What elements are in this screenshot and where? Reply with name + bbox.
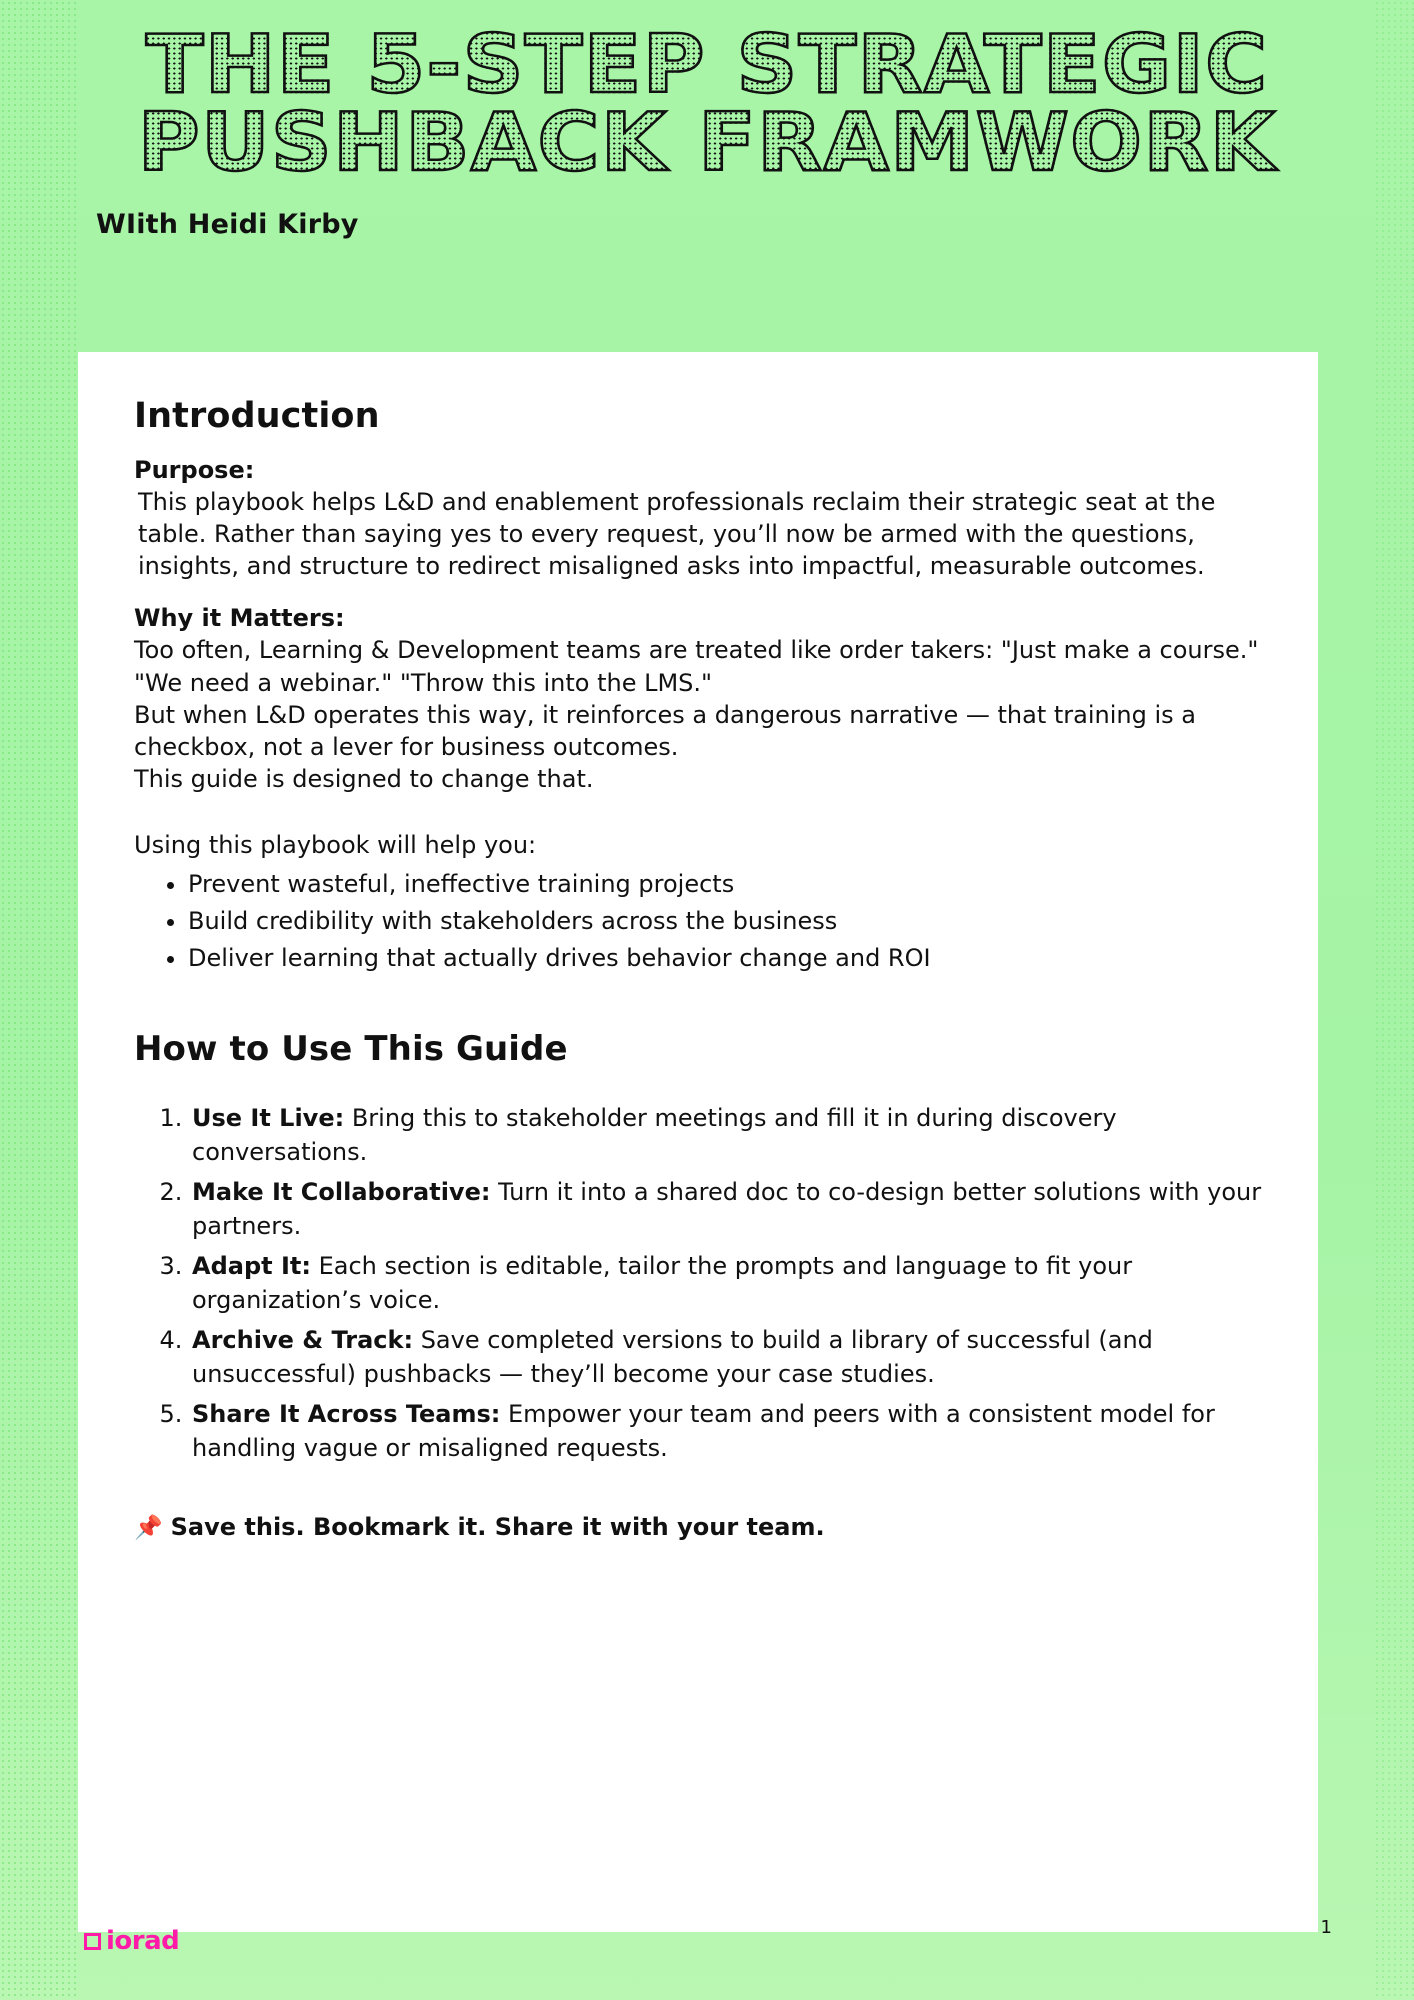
brand-logo (84, 1926, 179, 1956)
square-outline-icon (84, 1933, 101, 1950)
step-label: Use It Live: (192, 1103, 345, 1132)
page-title (2, 18, 1412, 190)
closing-callout (134, 1513, 1262, 1541)
byline: WIith Heidi Kirby (96, 208, 359, 240)
title-line-2: PUSHBACK FRAMWORK (137, 96, 1277, 190)
step-text: Save completed versions to build a library of successful (and unsuccessful) pushbacks — they’ll become your case studies. (192, 1325, 1153, 1389)
list-item: • Build credibility with stakeholders across the business (188, 904, 1262, 939)
list-item (190, 1101, 1262, 1169)
purpose-label: Purpose: (134, 456, 255, 484)
step-label: Adapt It: (192, 1251, 311, 1280)
step-text: Turn it into a shared doc to co-design better solutions with your partners. (192, 1177, 1262, 1240)
introduction-heading: Introduction (134, 396, 380, 436)
why-paragraph-1: Too often, Learning & Development teams are treated like order takers: "Just make a course." "We need a webinar." "Throw this into the LMS." (134, 636, 1259, 697)
step-text: Each section is editable, tailor the prompts and language to fit your organization’s voice. (192, 1251, 1133, 1314)
step-text: Bring this to stakeholder meetings and fill it in during discovery conversations. (192, 1103, 1117, 1166)
why-it-matters-label: Why it Matters: (134, 604, 345, 633)
brand-name: iorad (106, 1926, 180, 1956)
benefits-list (134, 867, 1262, 976)
step-label: Archive & Track: (192, 1325, 414, 1354)
closing-text: Save this. Bookmark it. Share it with your team. (170, 1513, 825, 1542)
how-to-use-heading: How to Use This Guide (134, 1028, 568, 1069)
page-number: 1 (1320, 1917, 1332, 1938)
list-item: • Prevent wasteful, ineffective training projects (188, 867, 1262, 902)
why-paragraph-2: But when L&D operates this way, it reinforces a dangerous narrative — that training is a checkbox, not a lever for business outcomes. (134, 700, 1196, 761)
step-label: Make It Collaborative: (192, 1177, 491, 1206)
list-item (190, 1323, 1262, 1391)
pushpin-icon: 📌 (134, 1514, 163, 1541)
list-item (190, 1175, 1262, 1243)
content-card (78, 352, 1318, 1932)
list-item (190, 1397, 1262, 1465)
list-item (190, 1249, 1262, 1317)
step-text: Empower your team and peers with a consistent model for handling vague or misaligned requests. (192, 1400, 1215, 1463)
left-dot-pattern (0, 0, 80, 2000)
using-playbook-intro: Using this playbook will help you: (134, 831, 537, 860)
document-header (0, 0, 1414, 240)
why-paragraph-3: This guide is designed to change that. (134, 765, 594, 794)
how-to-use-steps (134, 1101, 1262, 1466)
right-dot-pattern (1374, 0, 1414, 2000)
purpose-text: This playbook helps L&D and enablement professionals reclaim their strategic seat at the table. Rather than saying yes to every request, you’ll now be armed with the questions, insights, and structure to redirect misaligned asks into impactful, measurable outcomes. (138, 488, 1216, 581)
title-line-1: THE 5-STEP STRATEGIC (145, 18, 1269, 111)
list-item: • Deliver learning that actually drives behavior change and ROI (188, 941, 1262, 976)
step-label: Share It Across Teams: (192, 1400, 501, 1429)
